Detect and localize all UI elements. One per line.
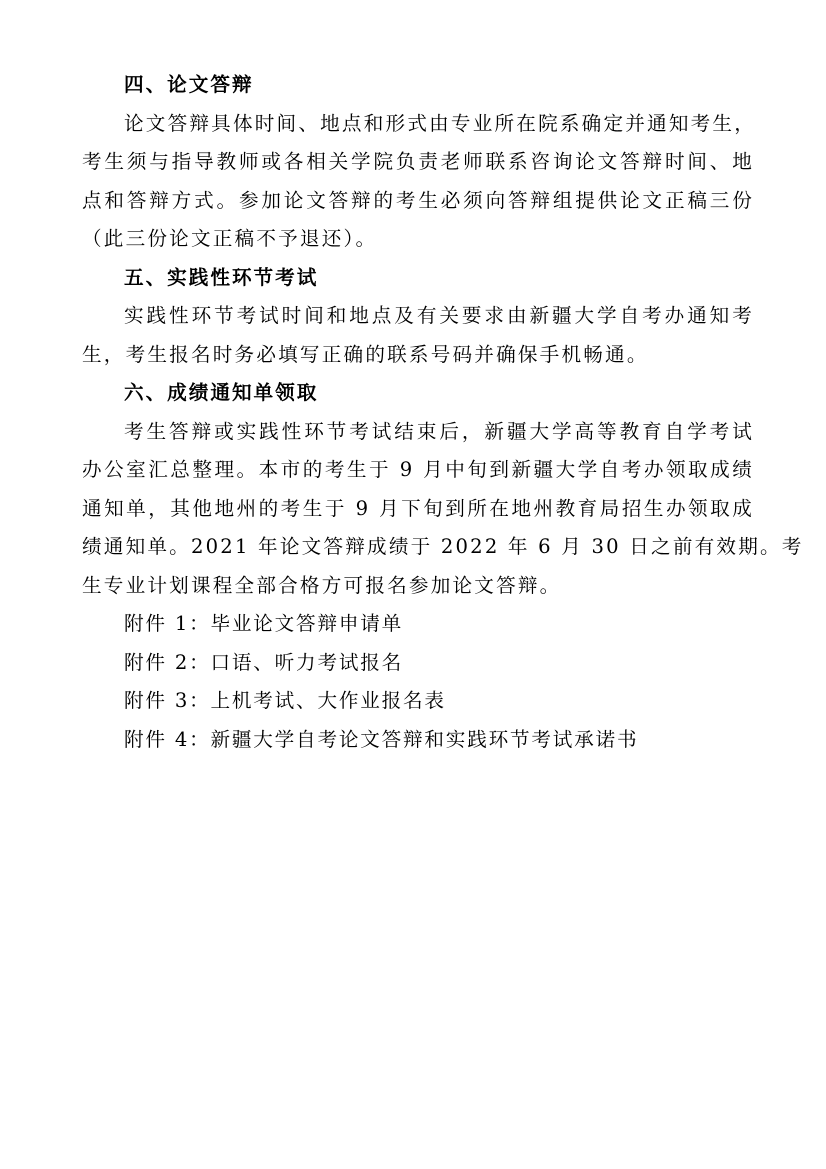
attachment-item-3: 附件 3：上机考试、大作业报名表	[124, 689, 446, 712]
paragraph-line: 生专业计划课程全部合格方可报名参加论文答辩。	[82, 573, 562, 597]
section-heading-score-notice: 六、成绩通知单领取	[124, 381, 319, 404]
section-heading-thesis-defense: 四、论文答辩	[124, 73, 254, 96]
paragraph-line: 论文答辩具体时间、地点和形式由专业所在院系确定并通知考生，	[124, 111, 757, 135]
attachment-item-4: 附件 4：新疆大学自考论文答辩和实践环节考试承诺书	[124, 727, 639, 751]
attachment-item-2: 附件 2：口语、听力考试报名	[124, 650, 404, 674]
paragraph-line: 考生须与指导教师或各相关学院负责老师联系咨询论文答辩时间、地	[82, 150, 754, 173]
attachment-item-1: 附件 1：毕业论文答辩申请单	[124, 612, 404, 635]
paragraph-line: 通知单，其他地州的考生于 9 月下旬到所在地州教育局招生办领取成	[82, 496, 754, 520]
paragraph-line: 生，考生报名时务必填写正确的联系号码并确保手机畅通。	[82, 342, 649, 366]
paragraph-line: 绩通知单。2021 年论文答辩成绩于 2022 年 6 月 30 日之前有效期。考	[82, 535, 804, 558]
paragraph-line: 点和答辩方式。参加论文答辩的考生必须向答辩组提供论文正稿三份	[82, 188, 754, 212]
document-page	[82, 66, 804, 759]
paragraph-line: 办公室汇总整理。本市的考生于 9 月中旬到新疆大学自考办领取成绩	[82, 458, 754, 481]
paragraph-line: （此三份论文正稿不予退还）。	[82, 227, 378, 250]
paragraph-line: 实践性环节考试时间和地点及有关要求由新疆大学自考办通知考	[124, 304, 754, 327]
paragraph-line: 考生答辩或实践性环节考试结束后，新疆大学高等教育自学考试	[124, 419, 754, 443]
section-heading-practical-exam: 五、实践性环节考试	[124, 265, 319, 289]
